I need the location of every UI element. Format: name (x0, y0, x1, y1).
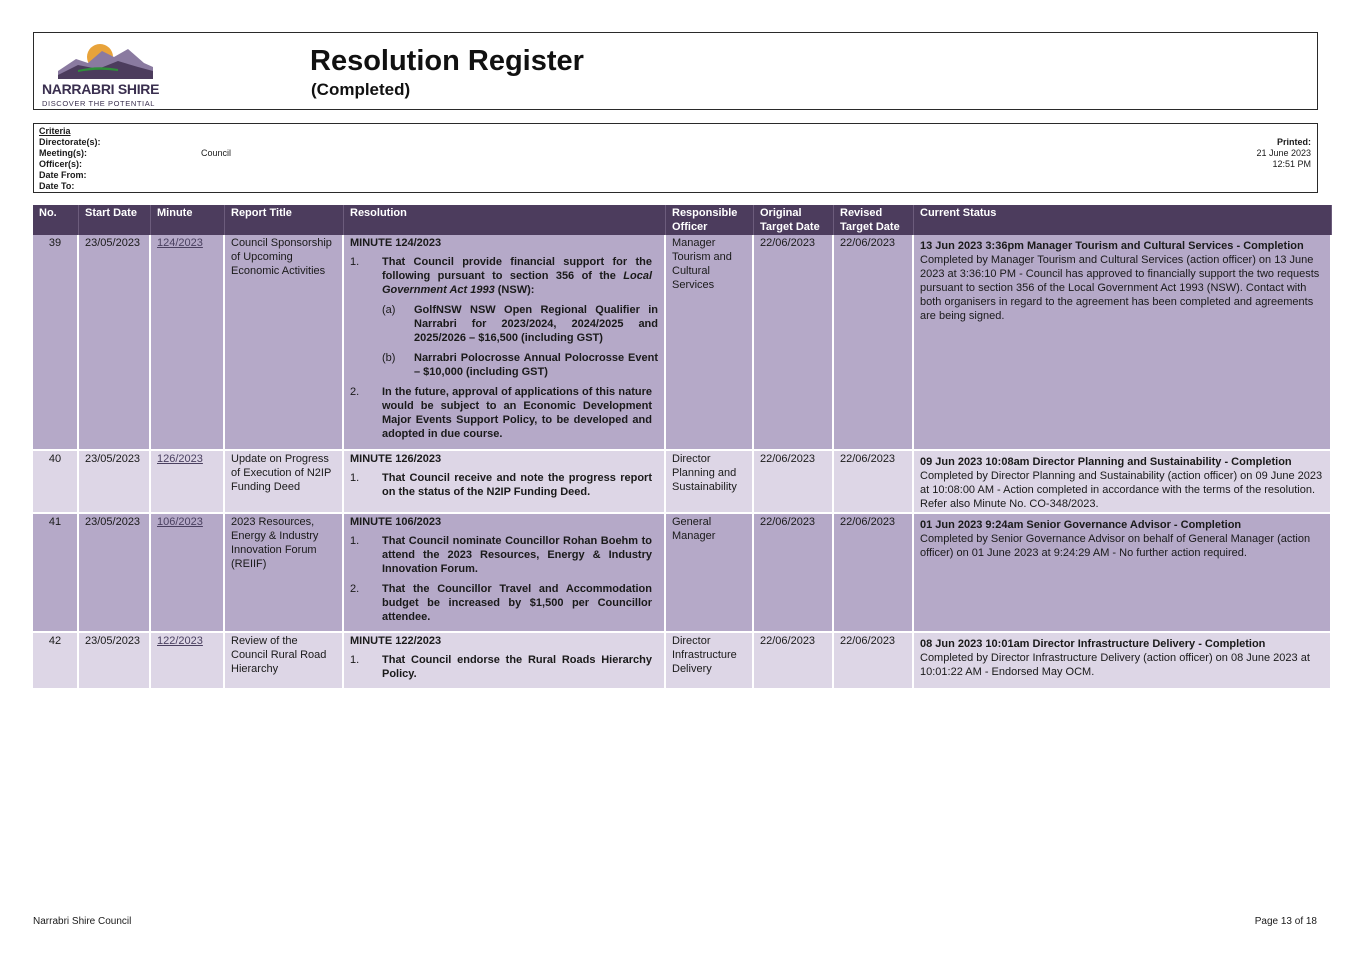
status-text: Completed by Manager Tourism and Cultural Services (action officer) on 13 June 2023 at 3:36:10 PM - Council has approved to financially support the two requests pursuant to section 356 of the Local Government Act 1993 (NSW). Contact with both organisers in regard to the agreement has been completed and agreements are being signed. (920, 254, 1320, 322)
row-original-target: 22/06/2023 (754, 451, 834, 514)
item-text: In the future, approval of applications of this nature would be subject to an Economic Development Major Events Support Policy, to be developed and adopted in due course. (382, 386, 652, 440)
table-row (33, 633, 1332, 690)
item-number: 2. (350, 583, 360, 595)
item-number: 1. (350, 535, 360, 547)
status-text: Completed by Director Infrastructure Delivery (action officer) on 08 June 2023 at 10:01:22 AM - Endorsed May OCM. (920, 652, 1310, 678)
row-status (914, 514, 1332, 633)
item-number: 2. (350, 386, 360, 398)
row-original-target: 22/06/2023 (754, 514, 834, 633)
date-from-label: Date From: (39, 170, 87, 180)
item-text-part: (NSW): (494, 284, 535, 296)
minute-link[interactable]: 124/2023 (157, 237, 203, 249)
meeting-label: Meeting(s): (39, 148, 87, 158)
logo-emblem-icon (58, 37, 153, 79)
table-row (33, 514, 1332, 633)
row-status (914, 633, 1332, 690)
col-no: No. (33, 205, 79, 235)
page-title: Resolution Register (310, 45, 584, 77)
row-no: 39 (33, 235, 79, 451)
criteria-heading: Criteria (39, 126, 71, 136)
printed-label: Printed: (1276, 137, 1311, 147)
col-orig-line2: Target Date (760, 221, 820, 233)
row-minute (151, 514, 225, 633)
row-officer: Director Infrastructure Delivery (666, 633, 754, 690)
status-heading: 01 Jun 2023 9:24am Senior Governance Advisor - Completion (920, 519, 1242, 531)
resolution-item (350, 534, 658, 576)
table-header-row (33, 205, 1332, 235)
criteria-box (33, 123, 1318, 193)
col-orig-line1: Original (760, 207, 802, 219)
row-status (914, 235, 1332, 451)
row-no: 40 (33, 451, 79, 514)
row-original-target: 22/06/2023 (754, 235, 834, 451)
item-text: That Council endorse the Rural Roads Hierarchy Policy. (382, 654, 652, 680)
logo-name: NARRABRI SHIRE (42, 81, 160, 97)
status-text: Completed by Senior Governance Advisor on behalf of General Manager (action officer) on 01 June 2023 at 9:24:29 AM - No further action required. (920, 533, 1311, 559)
row-officer: General Manager (666, 514, 754, 633)
col-start-date: Start Date (79, 205, 151, 235)
printed-date: 21 June 2023 (1256, 148, 1311, 158)
printed-time: 12:51 PM (1272, 159, 1311, 169)
resolution-table (33, 205, 1332, 690)
col-responsible-officer (666, 205, 754, 235)
col-revised-target (834, 205, 914, 235)
status-heading: 08 Jun 2023 10:01am Director Infrastructure Delivery - Completion (920, 638, 1266, 650)
row-start-date: 23/05/2023 (79, 514, 151, 633)
item-text: That Council nominate Councillor Rohan Boehm to attend the 2023 Resources, Energy & Industry Innovation Forum. (382, 535, 652, 575)
row-resolution (344, 451, 666, 514)
minute-link[interactable]: 126/2023 (157, 453, 203, 465)
row-revised-target: 22/06/2023 (834, 633, 914, 690)
status-heading: 13 Jun 2023 3:36pm Manager Tourism and Cultural Services - Completion (920, 240, 1304, 252)
col-report-title: Report Title (225, 205, 344, 235)
row-minute (151, 451, 225, 514)
row-report-title: Review of the Council Rural Road Hierarchy (225, 633, 344, 690)
item-number: 1. (350, 256, 360, 268)
status-text: Completed by Director Planning and Sustainability (action officer) on 09 June 2023 at 10:08:00 AM - Action completed in accordance with the terms of the resolution. Refer also Minute No. CO-348/2023. (920, 470, 1323, 510)
item-text: That the Councillor Travel and Accommodation budget be increased by $1,500 per Councillor attendee. (382, 583, 652, 623)
resolution-subitem (382, 351, 658, 379)
subitem-number: (a) (382, 304, 396, 316)
row-resolution (344, 514, 666, 633)
footer-org: Narrabri Shire Council (33, 916, 132, 927)
col-officer-line1: Responsible (672, 207, 738, 219)
col-rev-line1: Revised (840, 207, 883, 219)
resolution-item (350, 471, 658, 499)
col-original-target (754, 205, 834, 235)
row-report-title: Update on Progress of Execution of N2IP Funding Deed (225, 451, 344, 514)
row-report-title: Council Sponsorship of Upcoming Economic Activities (225, 235, 344, 451)
row-revised-target: 22/06/2023 (834, 514, 914, 633)
item-number: 1. (350, 472, 360, 484)
narrabri-shire-logo (38, 37, 168, 107)
resolution-item (350, 255, 658, 297)
resolution-heading: MINUTE 124/2023 (350, 237, 442, 249)
col-rev-line2: Target Date (840, 221, 900, 233)
status-heading: 09 Jun 2023 10:08am Director Planning and Sustainability - Completion (920, 456, 1292, 468)
row-report-title: 2023 Resources, Energy & Industry Innovation Forum (REIIF) (225, 514, 344, 633)
row-start-date: 23/05/2023 (79, 633, 151, 690)
row-original-target: 22/06/2023 (754, 633, 834, 690)
row-revised-target: 22/06/2023 (834, 451, 914, 514)
subitem-text: GolfNSW NSW Open Regional Qualifier in Narrabri for 2023/2024, 2024/2025 and 2025/2026 – $16,500 (including GST) (414, 304, 658, 344)
resolution-heading: MINUTE 122/2023 (350, 635, 442, 647)
item-number: 1. (350, 654, 360, 666)
resolution-heading: MINUTE 126/2023 (350, 453, 442, 465)
criteria-labels (39, 126, 101, 192)
row-start-date: 23/05/2023 (79, 451, 151, 514)
row-minute (151, 235, 225, 451)
table-row (33, 451, 1332, 514)
col-officer-line2: Officer (672, 221, 708, 233)
logo-tagline: DISCOVER THE POTENTIAL (42, 99, 156, 108)
meeting-value: Council (201, 148, 232, 158)
row-no: 41 (33, 514, 79, 633)
col-resolution: Resolution (344, 205, 666, 235)
row-revised-target: 22/06/2023 (834, 235, 914, 451)
row-minute (151, 633, 225, 690)
item-text-part: That Council provide financial support for the following pursuant to section 356 of the (382, 256, 652, 282)
subitem-text: Narrabri Polocrosse Annual Polocrosse Event – $10,000 (including GST) (414, 352, 658, 378)
item-text (382, 255, 658, 297)
item-text-italic: Local Government Act 1993 (382, 270, 652, 296)
resolution-item (350, 385, 658, 441)
resolution-heading: MINUTE 106/2023 (350, 516, 442, 528)
row-resolution (344, 633, 666, 690)
table-row (33, 235, 1332, 451)
footer-page-number: Page 13 of 18 (1254, 916, 1317, 927)
item-text: That Council receive and note the progress report on the status of the N2IP Funding Deed. (382, 472, 652, 498)
row-no: 42 (33, 633, 79, 690)
resolution-item (350, 653, 658, 681)
officer-label: Officer(s): (39, 159, 83, 169)
printed-info (1256, 137, 1311, 170)
row-resolution (344, 235, 666, 451)
report-header (33, 32, 1318, 110)
subitem-number: (b) (382, 352, 396, 364)
row-start-date: 23/05/2023 (79, 235, 151, 451)
resolution-subitem (382, 303, 658, 345)
date-to-label: Date To: (39, 181, 75, 191)
page-subtitle: (Completed) (311, 80, 411, 99)
minute-link[interactable]: 106/2023 (157, 516, 203, 528)
row-officer: Manager Tourism and Cultural Services (666, 235, 754, 451)
minute-link[interactable]: 122/2023 (157, 635, 203, 647)
row-status (914, 451, 1332, 514)
directorate-label: Directorate(s): (39, 137, 101, 147)
resolution-item (350, 582, 658, 624)
row-officer: Director Planning and Sustainability (666, 451, 754, 514)
col-current-status: Current Status (914, 205, 1332, 235)
col-minute: Minute (151, 205, 225, 235)
